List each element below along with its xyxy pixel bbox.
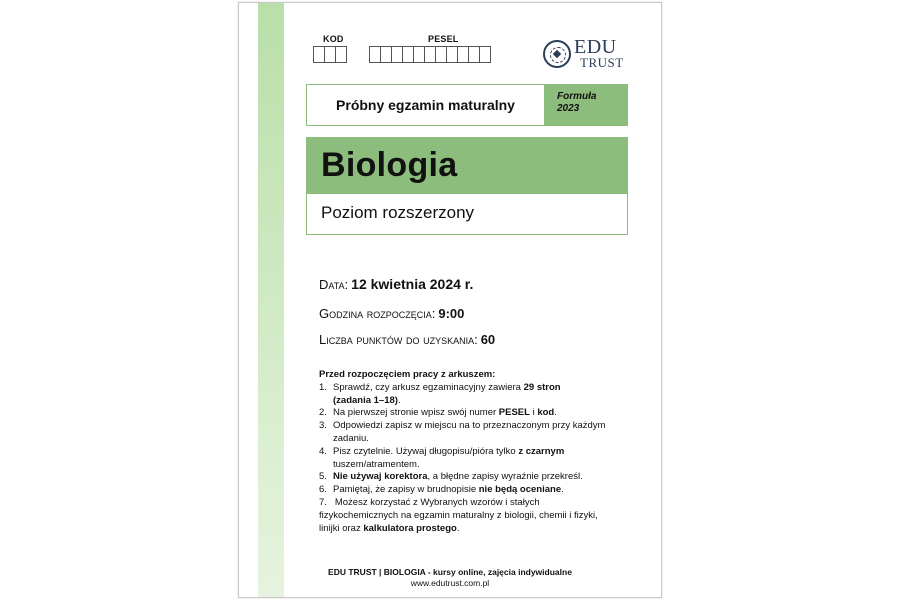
exam-cover-page: [238, 2, 662, 598]
start-time: Godzina rozpoczęcia: 9:00: [319, 306, 465, 321]
instruction-item: 4. Pisz czytelnie. Używaj długopisu/pióra tylko z czarnym tuszem/atramentem.: [319, 445, 565, 470]
instruction-item: 2. Na pierwszej stronie wpisz swój numer PESEL i kod.: [319, 407, 557, 419]
instruction-item: 3. Odpowiedzi zapisz w miejscu na to przeznaczonym przy każdym zadaniu.: [319, 420, 606, 444]
seal-icon: [543, 40, 571, 68]
footer-website-link[interactable]: www.edutrust.com.pl: [410, 578, 490, 588]
logo-line1: EDU: [574, 36, 617, 58]
subject-box: [306, 137, 628, 235]
footer-brand: EDU TRUST | BIOLOGIA - kursy online, zajęcia indywidualne: [328, 567, 572, 577]
kod-label: KOD: [323, 34, 344, 44]
instructions: [319, 369, 619, 535]
exam-title: Próbny egzamin maturalny: [336, 97, 515, 113]
formula-year: 2023: [557, 103, 580, 114]
edu-trust-logo: [543, 38, 624, 69]
kod-field[interactable]: [313, 46, 346, 63]
formula-label: Formuła: [557, 91, 597, 102]
pesel-field[interactable]: [369, 46, 490, 63]
subject-name: Biologia: [321, 146, 458, 184]
instructions-heading: Przed rozpoczęciem pracy z arkuszem:: [319, 369, 496, 380]
instruction-item: 1. Sprawdź, czy arkusz egzaminacyjny zawiera 29 stron (zadania 1–18).: [319, 381, 561, 406]
side-stripe: [258, 3, 284, 597]
logo-line2: TRUST: [580, 55, 624, 70]
instruction-item: 7. Możesz korzystać z Wybranych wzorów i stałych fizykochemicznych na egzamin maturalny z biologii, chemii i fizyki, linijki oraz kalkulatora prostego.: [319, 496, 598, 534]
subject-level: Poziom rozszerzony: [321, 203, 475, 222]
max-points: Liczba punktów do uzyskania: 60: [319, 332, 496, 347]
pesel-label: PESEL: [428, 34, 459, 44]
formula-badge: [544, 85, 627, 125]
instruction-item: 5. Nie używaj korektora, a błędne zapisy wyraźnie przekreśl.: [319, 471, 583, 483]
exam-date: Data: 12 kwietnia 2024 r.: [319, 276, 474, 292]
exam-title-box: [306, 84, 628, 126]
instruction-item: 6. Pamiętaj, że zapisy w brudnopisie nie będą oceniane.: [319, 484, 564, 496]
